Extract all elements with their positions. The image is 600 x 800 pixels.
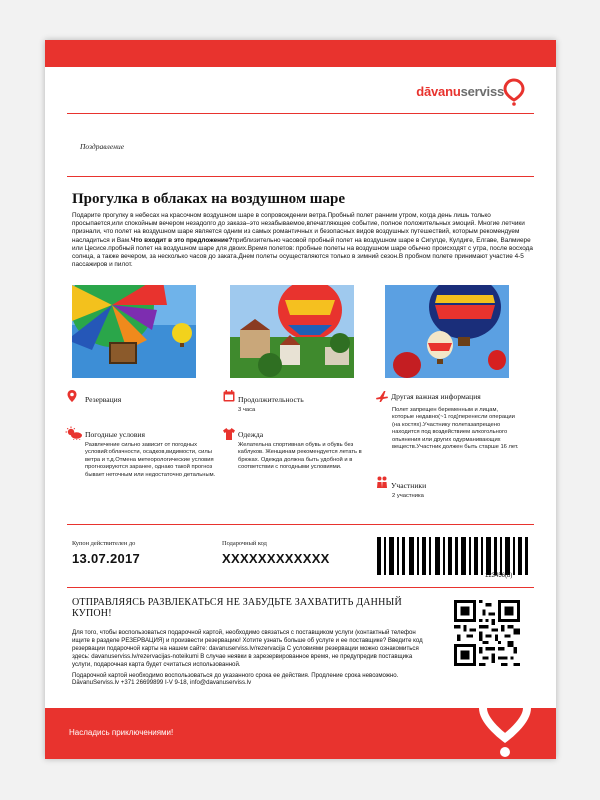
valid-until-date: 13.07.2017 (72, 551, 141, 566)
coupon-divider (67, 524, 534, 525)
gift-code-label: Подарочный код (222, 540, 267, 547)
title-divider (67, 176, 534, 177)
photo-balloons-sky (385, 285, 509, 378)
brand-name-part2: serviss (460, 84, 504, 99)
description-intro: Подарите прогулку в небесах на красочном воздушном шаре в сопровождении ветра.Пробный полет ранним утром, когда день лишь только просыпается,или спокойным вечером незадолго до заказа–это незабываемое,впечатляющее событие, полное положительных эмоций. Многие летчики признали, что полет на воздушном шаре является одним из самых романтичных и безопасных видов воздушных путешествий, которым рекомендуем насладиться и Вам. (72, 212, 525, 244)
airplane-icon (375, 389, 389, 403)
terms-divider (67, 587, 534, 588)
other-info-title: Другая важная информация (391, 392, 481, 401)
description-bold: Что входит в это предложение? (130, 236, 233, 244)
terms-paragraph-1: Для того, чтобы воспользоваться подарочной картой, необходимо связаться с поставщиком услуги (контактный телефон ищите в разделе РЕЗЕРВАЦИЯ) и произвести резервацию! Хотите узнать больше об услуге и ее поставщике? Введите код резервации подарочной карты на нашем сайте: davanuserviss.lv/rezervacija С условиями резервации можно ознакомиться здесь: davanuserviss.lv/rezervacijas-noteikumi В случае неявки в зарезервированное время, не предупредив поставщика услуги, подарочная карта будет считаться использованной. (72, 629, 423, 668)
terms-paragraph-2: Подарочной картой необходимо воспользоваться до указанного срока ее действия. Продление срока невозможно. DāvanuServiss.lv +371 26699899 I-V 9-18, info@davanuserviss.lv (72, 671, 399, 687)
gift-code-value: XXXXXXXXXXXX (222, 551, 330, 566)
gift-voucher (45, 40, 556, 759)
footer-tagline: Насладись приключениями! (69, 728, 174, 737)
barcode (375, 537, 531, 575)
map-pin-icon (65, 389, 79, 403)
clothing-title: Одежда (238, 430, 264, 439)
duration-value: 3 часа (238, 407, 256, 413)
other-info-text: Полет запрещен беременным и лицам, которые недавно(~1 год)перенесли операции (на костях).Участнику полетазапрещено находится под воздействием алкогольного опьянения или других одурманивающих веществ.Участник должен быть старше 16 лет. (392, 407, 519, 451)
decorative-pin-icon (475, 680, 535, 759)
photo-balloon-over-town (230, 285, 354, 378)
weather-icon (65, 426, 83, 440)
participants-title: Участники (391, 481, 427, 490)
reservation-title: Резервация (85, 395, 122, 404)
description-details: приблизительно часовой пробный полет на воздушном шаре в Сигулде, Кулдиге, Елгаве, Валмиере или Цесисе.пробный полет на воздушном шаре для двоих.Время полетов: пробные полеты на воздушном шаре обычно происходят с утра, после восхода солнца, а также вечером, за несколько часов до заката.Днем полеты осуществляются только в зимний сезон.В пробном полете принимают участие 4-5 пассажиров и пилот. (72, 236, 533, 269)
people-icon (375, 475, 389, 489)
description (72, 212, 534, 269)
clothing-text: Желательна спортивная обувь и обувь без каблуков. Женщинам рекомендуется летать в брюках. Одежда должна быть удобной и в соответствии с погодными условиями. (238, 442, 362, 471)
barcode-number: 123456(b) (485, 573, 513, 579)
brand-pin-icon (503, 78, 525, 106)
calendar-icon (222, 389, 236, 403)
header-divider (67, 113, 534, 114)
top-accent-bar (45, 40, 556, 67)
valid-until-label: Купон действителен до (72, 540, 136, 547)
weather-text: Развлечение сильно зависит от погодных условий:облачности, осадков,видимости, силы ветра и т.д.Отмена метеорологические условия прогнозируются заранее, однако такой прогноз бывает неточным или недостаточно детальным. (85, 442, 216, 478)
weather-title: Погодные условия (85, 430, 145, 439)
participants-value: 2 участника (392, 493, 424, 499)
shirt-icon (222, 427, 236, 441)
duration-title: Продолжительность (238, 395, 304, 404)
photo-balloon-closeup (72, 285, 196, 378)
page-title: Прогулка в облаках на воздушном шаре (72, 191, 345, 207)
reminder-heading: ОТПРАВЛЯЯСЬ РАЗВЛЕКАТЬСЯ НЕ ЗАБУДЬТЕ ЗАХВАТИТЬ ДАННЫЙ КУПОН! (72, 597, 402, 619)
brand-name-part1: dāvanu (416, 84, 461, 99)
section-label: Поздравление (80, 142, 125, 151)
brand-logo (416, 84, 504, 99)
qr-code (454, 600, 520, 666)
terms-text (72, 629, 432, 690)
